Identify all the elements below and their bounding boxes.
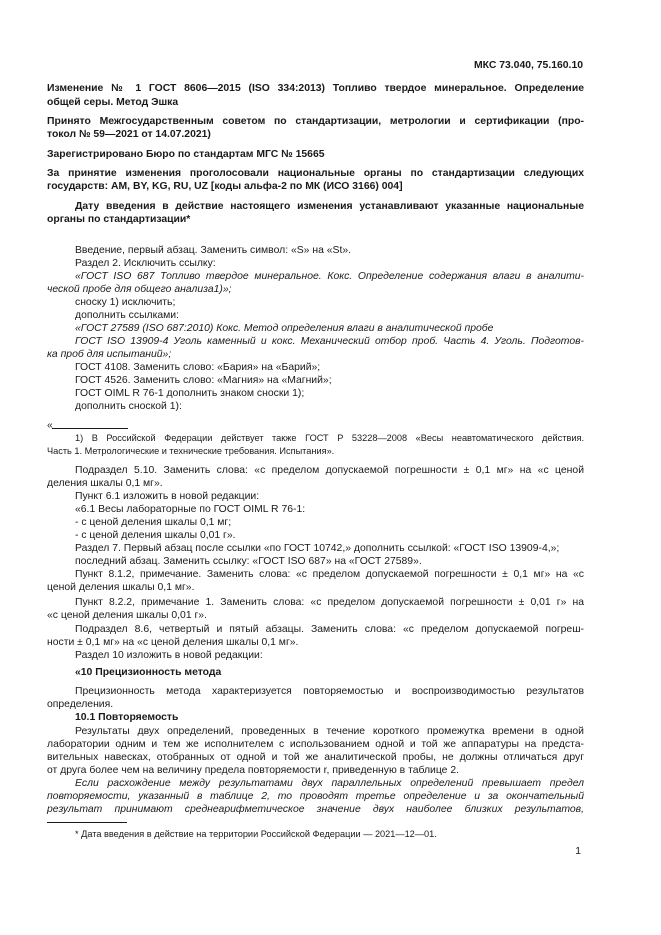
body2-line-510-1: Подраздел 5.10. Заменить слова: «с пределом допускаемой погрешности ± 0,1 мг» на «с ценой xyxy=(75,465,584,476)
body-line-section2: Раздел 2. Исключить ссылку: xyxy=(75,258,216,269)
body2-line-repeat-2: лаборатории одним и тем же исполнителем с использованием одной и той же аппаратуры на предста- xyxy=(47,739,584,750)
body2-line-61-item2: - с ценой деления шкалы 0,01 г». xyxy=(75,530,236,541)
footnote1-line2: Часть 1. Метрологические и технические требования. Испытания». xyxy=(47,446,335,456)
body2-line-section7: Раздел 7. Первый абзац после ссылки «по ГОСТ 10742,» дополнить ссылкой: «ГОСТ ISO 13909-4,»; xyxy=(75,543,560,554)
body2-line-italic-2: повторяемости, указанный в таблице 2, то проводят третье определение и за окончательный xyxy=(47,791,584,802)
body2-line-precision-1: Прецизионность метода характеризуется повторяемостью и воспроизводимостью результатов xyxy=(75,686,584,697)
subsection-10-1-heading: 10.1 Повторяемость xyxy=(75,712,179,723)
body-line-add-refs: дополнить ссылками: xyxy=(75,310,179,321)
body2-line-precision-2: определения. xyxy=(47,699,114,710)
body-line-gost-iso687-1: «ГОСТ ISO 687 Топливо твердое минеральное. Кокс. Определение содержания влаги в аналити- xyxy=(75,271,584,282)
effective-line2: органы по стандартизации* xyxy=(47,214,191,225)
body2-line-repeat-1: Результаты двух определений, проведенных в течение короткого промежутка времени в одной xyxy=(75,726,584,737)
section-10-heading: «10 Прецизионность метода xyxy=(75,667,222,678)
body2-line-510-2: деления шкалы 0,1 мг». xyxy=(47,478,163,489)
footnote-divider xyxy=(52,428,128,429)
registration-line: Зарегистрировано Бюро по стандартам МГС № 15665 xyxy=(47,149,325,160)
body-line-add-footnote: дополнить сноской 1): xyxy=(75,401,182,412)
body2-line-812-1: Пункт 8.1.2, примечание. Заменить слова: «с пределом допускаемой погрешности ± 0,1 мг» на «с xyxy=(75,569,584,580)
voting-line1: За принятие изменения проголосовали национальные органы по стандартизации следующих xyxy=(47,168,584,179)
page-number: 1 xyxy=(575,846,581,857)
body-line-gost13909-1: ГОСТ ISO 13909-4 Уголь каменный и кокс. Механический отбор проб. Часть 4. Уголь. Подготов- xyxy=(75,336,584,347)
body2-line-822-2: «с ценой деления шкалы 0,01 г». xyxy=(47,610,207,621)
body-line-gost13909-2: ка проб для испытаний»; xyxy=(47,349,172,360)
body-line-gost-iso687-2: ческой пробе для общего анализа1)»; xyxy=(47,284,232,295)
body2-line-italic-3: результат принимают среднеарифметическое значение двух наиболее близких результатов, xyxy=(47,804,584,815)
body-line-gost4108: ГОСТ 4108. Заменить слово: «Бария» на «Барий»; xyxy=(75,362,321,373)
adoption-line1: Принято Межгосударственным советом по стандартизации, метрологии и сертификации (про- xyxy=(47,116,584,127)
adoption-line2: токол № 59—2021 от 14.07.2021) xyxy=(47,129,211,140)
body2-line-61-intro: Пункт 6.1 изложить в новой редакции: xyxy=(75,491,260,502)
body-line-gost4526: ГОСТ 4526. Заменить слово: «Магния» на «Магний»; xyxy=(75,375,332,386)
body-line-intro: Введение, первый абзац. Заменить символ: «S» на «St». xyxy=(75,245,352,256)
body2-line-86-1: Подраздел 8.6, четвертый и пятый абзацы. Заменить слова: «с пределом допускаемой погреш- xyxy=(75,624,584,635)
voting-line2: государств: AM, BY, KG, RU, UZ [коды альфа-2 по МК (ИСО 3166) 004] xyxy=(47,181,403,192)
body2-line-86-2: ности ± 0,1 мг» на «с ценой деления шкалы 0,1 мг». xyxy=(47,637,299,648)
body2-line-repeat-4: от друга более чем на величину предела повторяемости r, приведенную в таблице 2. xyxy=(47,765,460,776)
body-line-oiml: ГОСТ OIML R 76-1 дополнить знаком сноски 1); xyxy=(75,388,305,399)
amendment-title-line1: Изменение № 1 ГОСТ 8606—2015 (ISO 334:2013) Топливо твердое минеральное. Определение xyxy=(47,83,584,94)
amendment-title-line2: общей серы. Метод Эшка xyxy=(47,97,179,108)
body2-line-822-1: Пункт 8.2.2, примечание 1. Заменить слова: «с пределом допускаемой погрешности ± 0,01 г» на xyxy=(75,597,584,608)
classification-code: МКС 73.040, 75.160.10 xyxy=(473,60,583,71)
body2-line-italic-1: Если расхождение между результатами двух параллельных определений превышает предел xyxy=(75,778,584,789)
body2-line-812-2: ценой деления шкалы 0,1 мг». xyxy=(47,582,195,593)
footnote-quote-mark: « xyxy=(47,420,53,431)
star-footnote: * Дата введения в действие на территории Российской Федерации — 2021—12—01. xyxy=(75,829,437,839)
body2-line-repeat-3: вительных навесках, отобранных от одной и той же аналитической пробы, не должны отличаться друг xyxy=(47,752,584,763)
footnote1-line1: 1) В Российской Федерации действует также ГОСТ Р 53228—2008 «Весы неавтоматического действия. xyxy=(75,433,584,443)
body-line-gost27589: «ГОСТ 27589 (ISO 687:2010) Кокс. Метод определения влаги в аналитической пробе xyxy=(75,323,494,334)
body2-line-last-para: последний абзац. Заменить ссылку: «ГОСТ ISO 687» на «ГОСТ 27589». xyxy=(75,556,422,567)
body2-line-section10: Раздел 10 изложить в новой редакции: xyxy=(75,650,263,661)
star-footnote-divider xyxy=(47,822,127,823)
effective-line1: Дату введения в действие настоящего изменения устанавливают указанные национальные xyxy=(75,201,584,212)
body2-line-61-new: «6.1 Весы лабораторные по ГОСТ OIML R 76-1: xyxy=(75,504,306,515)
body2-line-61-item1: - с ценой деления шкалы 0,1 мг; xyxy=(75,517,232,528)
body-line-footnote-remove: сноску 1) исключить; xyxy=(75,297,176,308)
